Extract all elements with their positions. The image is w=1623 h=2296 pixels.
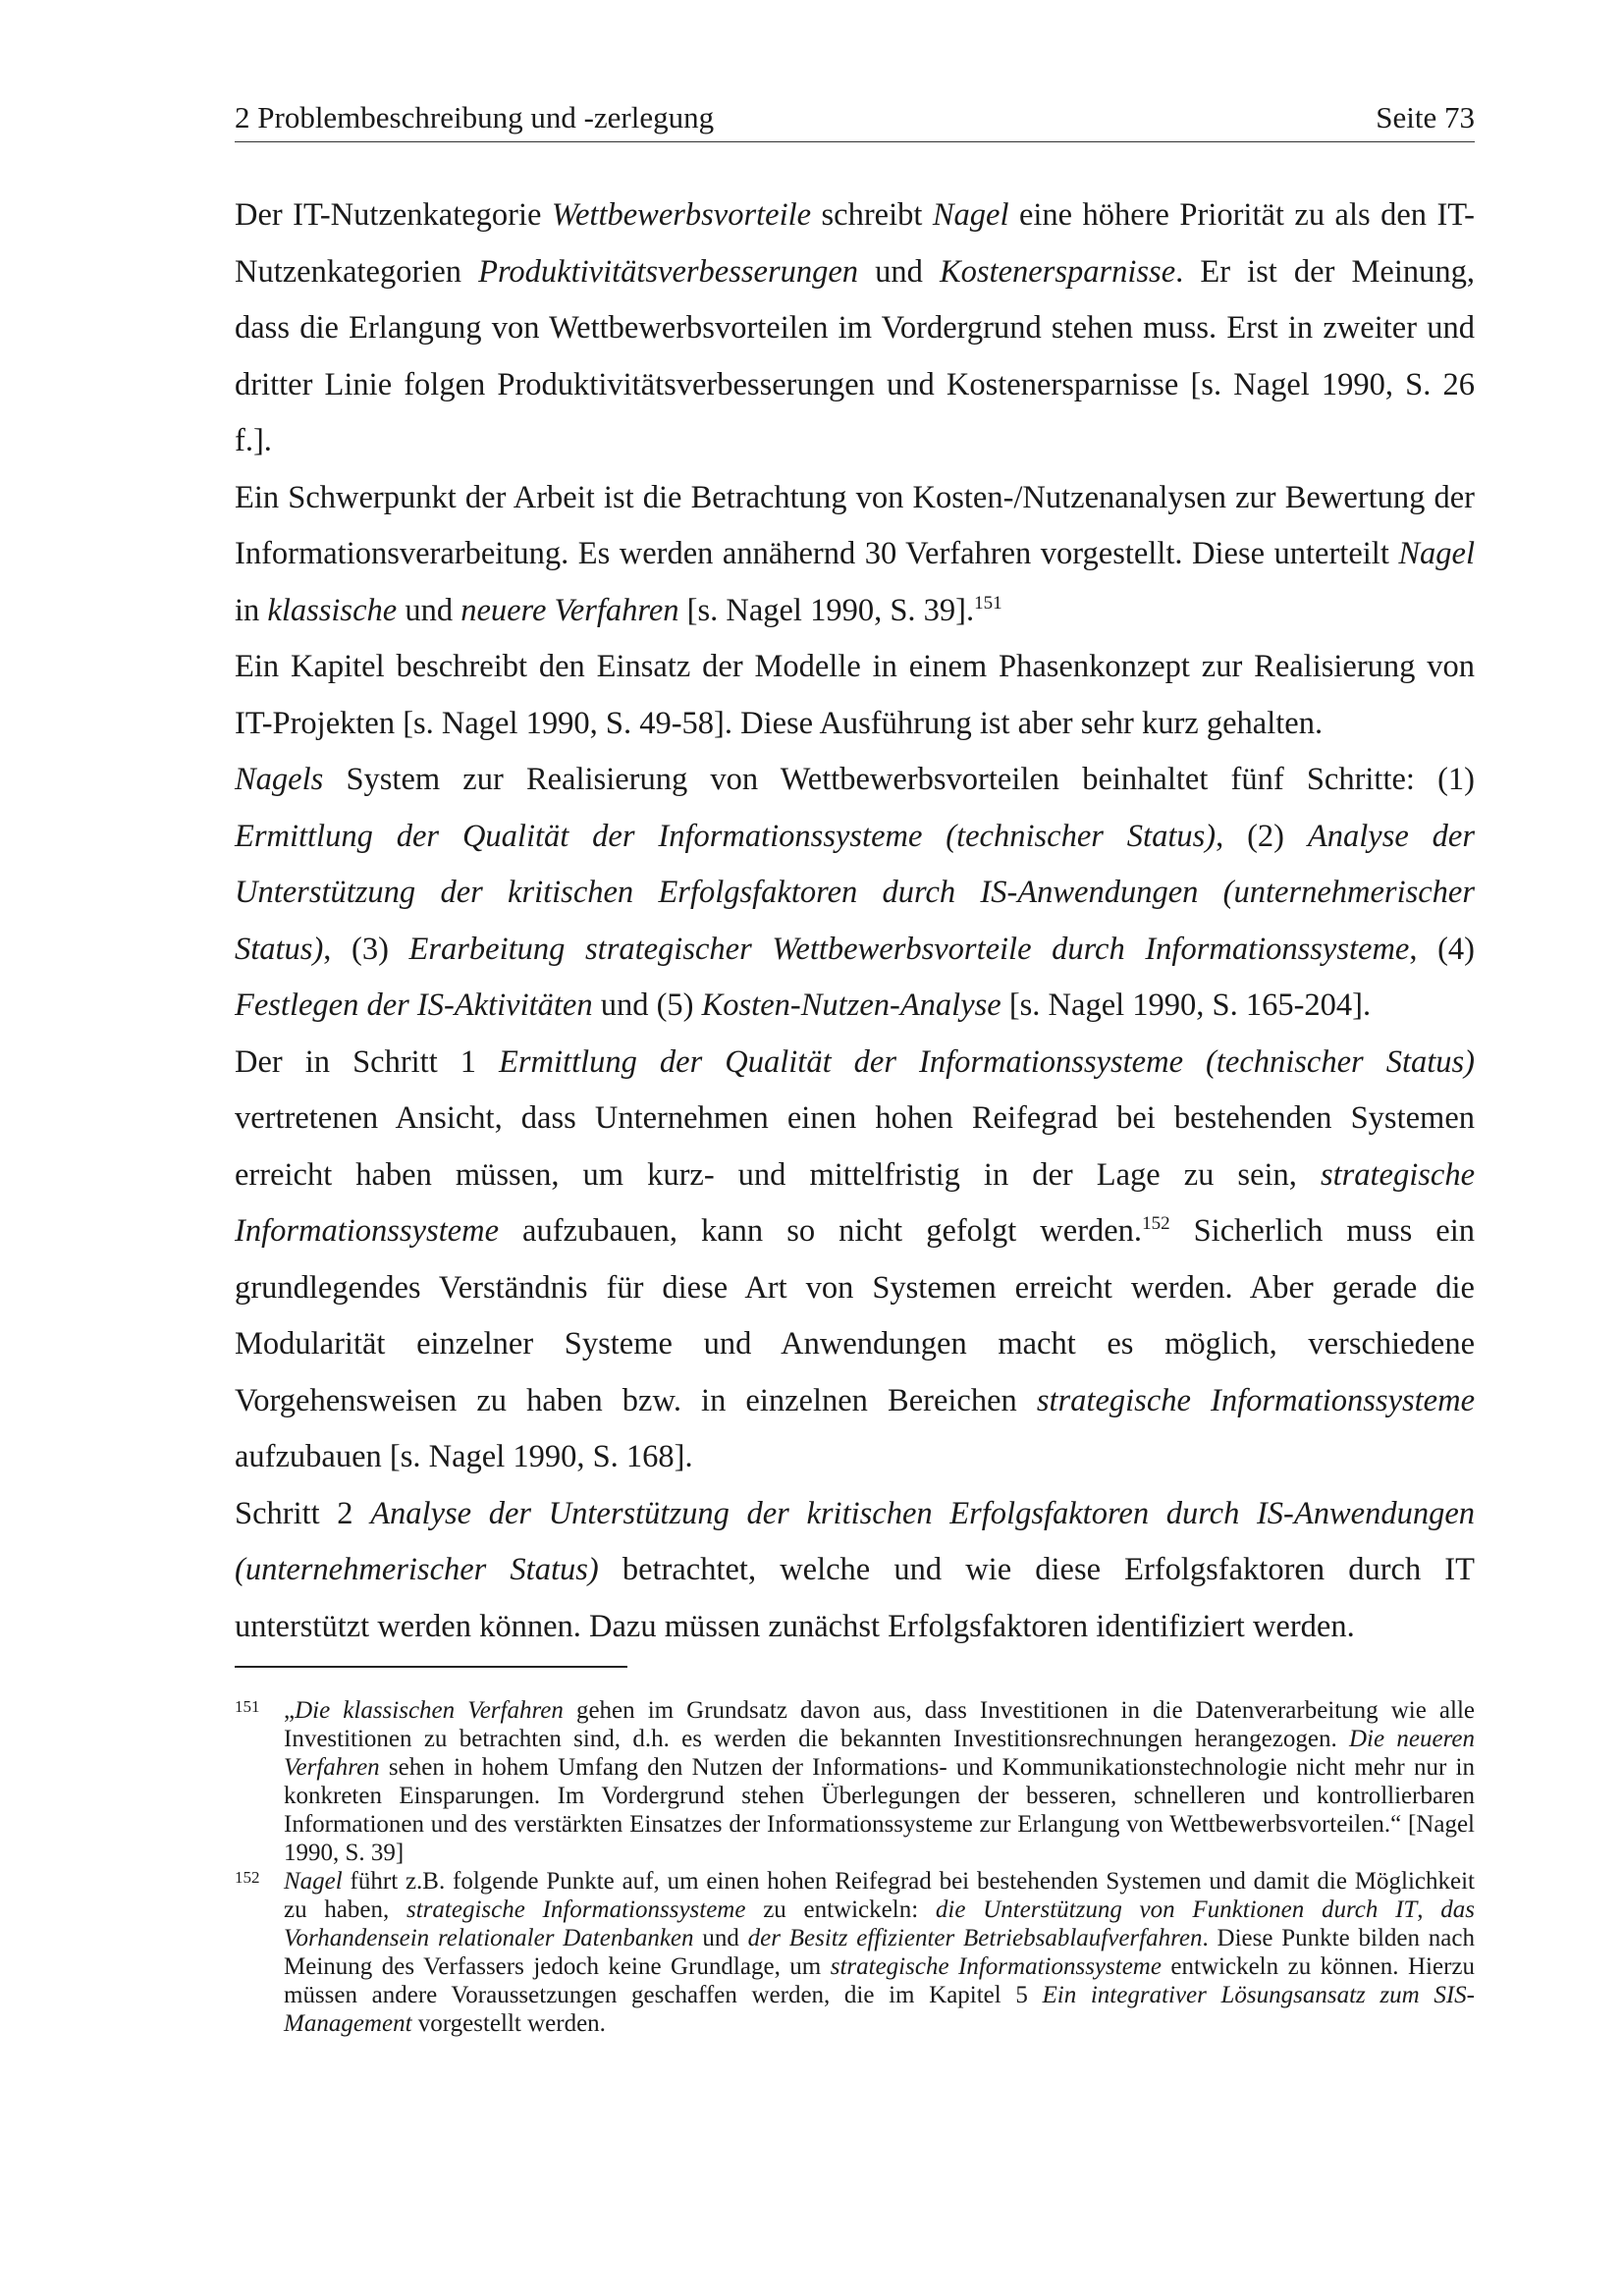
footnote-number: 151 [235, 1697, 260, 1716]
paragraph-3: Ein Kapitel beschreibt den Einsatz der Modelle in einem Phasenkonzept zur Realisierung von IT-Projekten [s. Nagel 1990, S. 49-58]. Diese Ausführung ist aber sehr kurz gehalten. [235, 649, 1475, 741]
paragraph-5: Der in Schritt 1 Ermittlung der Qualität der Informationssysteme (technischer Status) vertretenen Ansicht, dass Unternehmen einen hohen Reifegrad bei bestehenden Systemen erreicht haben müssen, um kurz- und mittelfristig in der Lage zu sein, strategische Informationssysteme aufzubauen, kann so nicht gefolgt werden.$^{152}$ Sicherlich muss ein grundlegendes Verständnis für diese Art von Systemen erreicht werden. Aber gerade die Modularität einzelner Systeme und Anwendungen macht es möglich, verschiedene Vorgehensweisen zu haben bzw. in einzelnen Bereichen strategische Informationssysteme aufzubauen [s. Nagel 1990, S. 168]. [235, 1043, 1476, 1474]
paragraph-4: Nagels System zur Realisierung von Wettbewerbsvorteilen beinhaltet fünf Schritte: (1) Ermittlung der Qualität der Informationssysteme (technischer Status), (2) Analyse der Unterstützung der kritischen Erfolgsfaktoren durch IS-Anwendungen (unternehmerischer Status), (3) Erarbeitung strategischer Wettbewerbsvorteile durch Informationssysteme, (4) Festlegen der IS-Aktivitäten und (5) Kosten-Nutzen-Analyse [s. Nagel 1990, S. 165-204]. [235, 762, 1476, 1023]
footnote-number: 152 [235, 1868, 260, 1887]
footnote-ref-151[interactable]: 151 [974, 592, 1002, 614]
footnotes [235, 1696, 1475, 2038]
page-number: Seite 73 [1376, 100, 1475, 134]
page-header [235, 98, 1475, 142]
paragraph-2: Ein Schwerpunkt der Arbeit ist die Betrachtung von Kosten-/Nutzenanalysen zur Bewertung der Informationsverarbeitung. Es werden annähernd 30 Verfahren vorgestellt. Diese unterteilt Nagel in klassische und neuere Verfahren [s. Nagel 1990, S. 39].$^{151}$ [235, 479, 1475, 628]
chapter-title: 2 Problembeschreibung und -zerlegung [235, 100, 715, 134]
footnote-152: 152 Nagel führt z.B. folgende Punkte auf, um einen hohen Reifegrad bei bestehenden Systemen und damit die Möglichkeit zu haben, strategische Informationssysteme zu entwickeln: die Unterstützung von Funktionen durch IT, das Vorhandensein relationaler Datenbanken und der Besitz effizienter Betriebsablaufverfahren. Diese Punkte bilden nach Meinung des Verfassers jedoch keine Grundlage, um strategische Informationssysteme entwickeln zu können. Hierzu müssen andere Voraussetzungen geschaffen werden, die im Kapitel 5 Ein integrativer Lösungsansatz zum SIS-Management vorgestellt werden. [235, 1867, 1475, 2038]
footnote-151: 151 „Die klassischen Verfahren gehen im Grundsatz davon aus, dass Investitionen in die Datenverarbeitung wie alle Investitionen zu betrachten sind, d.h. es werden die bekannten Investitionsrechnungen herangezogen. Die neueren Verfahren sehen in hohem Umfang den Nutzen der Informations- und Kommunikationstechnologie nicht mehr nur in konkreten Einsparungen. Im Vordergrund stehen Überlegungen der besseren, schnelleren und kontrollierbaren Informationen und des verstärkten Einsatzes der Informationssysteme zur Erlangung von Wettbewerbsvorteilen.“ [Nagel 1990, S. 39] [235, 1696, 1475, 1867]
main-text [235, 187, 1475, 1655]
footnote-ref-152[interactable]: 152 [1142, 1213, 1170, 1235]
footnote-divider [235, 1666, 627, 1668]
paragraph-1: Der IT-Nutzenkategorie Wettbewerbsvorteile schreibt Nagel eine höhere Priorität zu als den IT-Nutzenkategorien Produktivitätsverbesserungen und Kostenersparnisse. Er ist der Meinung, dass die Erlangung von Wettbewerbsvorteilen im Vordergrund stehen muss. Erst in zweiter und dritter Linie folgen Produktivitätsverbesserungen und Kostenersparnisse [s. Nagel 1990, S. 26 f.]. [235, 197, 1475, 458]
paragraph-6: Schritt 2 Analyse der Unterstützung der kritischen Erfolgsfaktoren durch IS-Anwendungen (unternehmerischer Status) betrachtet, welche und wie diese Erfolgsfaktoren durch IT unterstützt werden können. Dazu müssen zunächst Erfolgsfaktoren identifiziert werden. [235, 1495, 1475, 1644]
